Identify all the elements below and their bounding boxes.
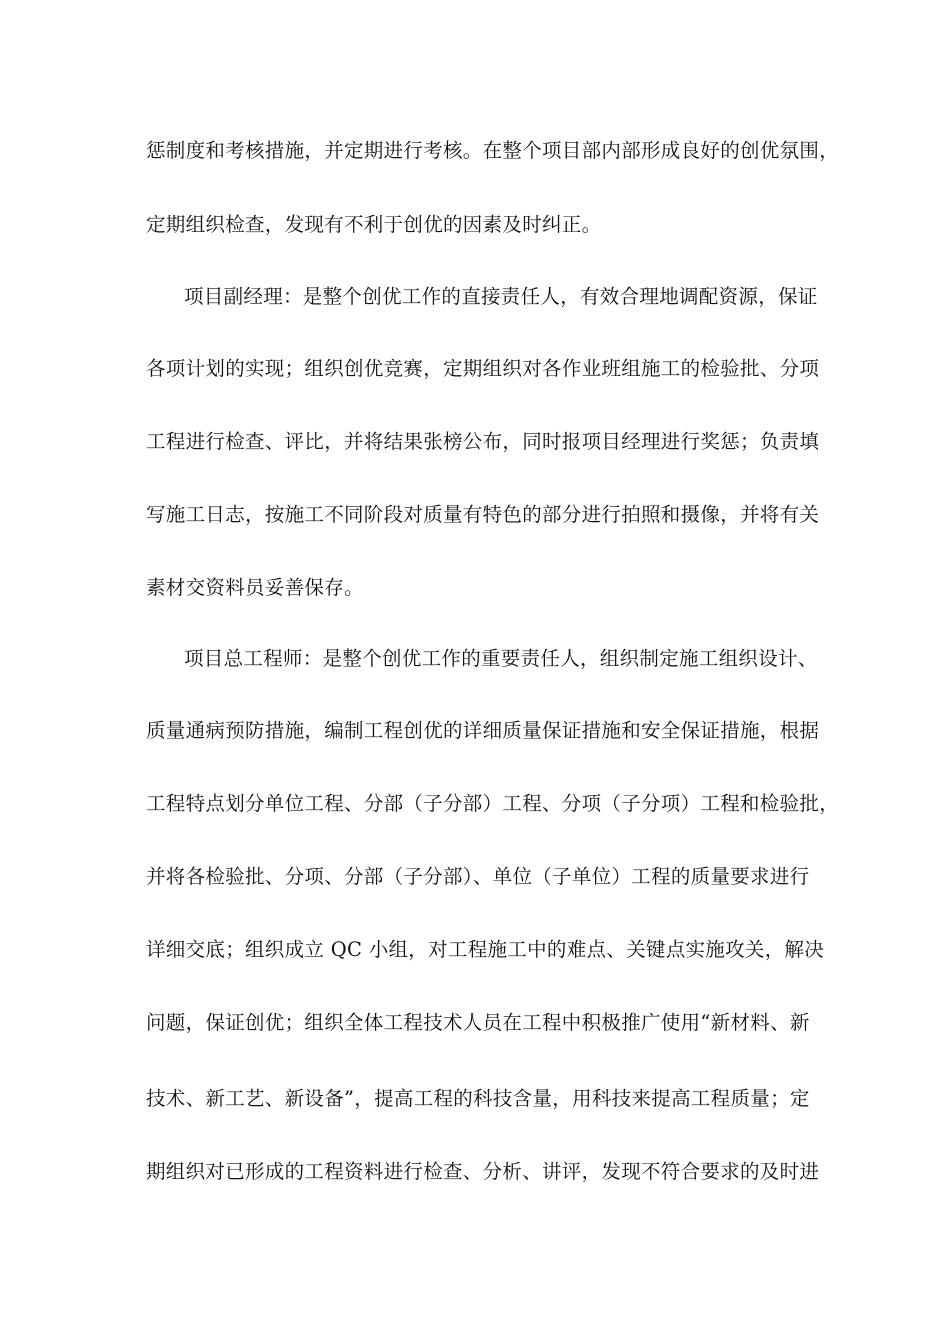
paragraph-3-line-1: 项目总工程师：是整个创优工作的重要责任人，组织制定施工组织设计、 bbox=[184, 647, 818, 670]
paragraph-3-line-6: 问题，保证创优；组织全体工程技术人员在工程中积极推广使用“新材料、新 bbox=[146, 1011, 810, 1034]
paragraph-3-line-4: 并将各检验批、分项、分部（子分部）、单位（子单位）工程的质量要求进行 bbox=[146, 865, 810, 888]
paragraph-2-line-1: 项目副经理：是整个创优工作的直接责任人，有效合理地调配资源，保证 bbox=[184, 285, 818, 308]
paragraph-2-line-4: 写施工日志，按施工不同阶段对质量有特色的部分进行拍照和摄像，并将有关 bbox=[146, 503, 820, 526]
paragraph-2-line-2: 各项计划的实现；组织创优竞赛，定期组织对各作业班组施工的检验批、分项 bbox=[146, 357, 820, 380]
paragraph-3-line-2: 质量通病预防措施，编制工程创优的详细质量保证措施和安全保证措施，根据 bbox=[146, 719, 820, 742]
paragraph-1-line-2: 定期组织检查，发现有不利于创优的因素及时纠正。 bbox=[146, 213, 602, 236]
paragraph-3-line-8: 期组织对已形成的工程资料进行检查、分析、讲评，发现不符合要求的及时进 bbox=[146, 1160, 820, 1183]
paragraph-3-line-5: 详细交底；组织成立 QC 小组，对工程施工中的难点、关键点实施攻关，解决 bbox=[146, 938, 825, 961]
paragraph-3-line-7: 技术、新工艺、新设备”，提高工程的科技含量，用科技来提高工程质量；定 bbox=[146, 1087, 810, 1110]
paragraph-1-line-1: 惩制度和考核措施，并定期进行考核。在整个项目部内部形成良好的创优氛围， bbox=[146, 139, 840, 162]
paragraph-3-line-3: 工程特点划分单位工程、分部（子分部）工程、分项（子分项）工程和检验批， bbox=[146, 792, 840, 815]
paragraph-2-line-3: 工程进行检查、评比，并将结果张榜公布，同时报项目经理进行奖惩；负责填 bbox=[146, 430, 820, 453]
paragraph-2-line-5: 素材交资料员妥善保存。 bbox=[146, 576, 364, 599]
